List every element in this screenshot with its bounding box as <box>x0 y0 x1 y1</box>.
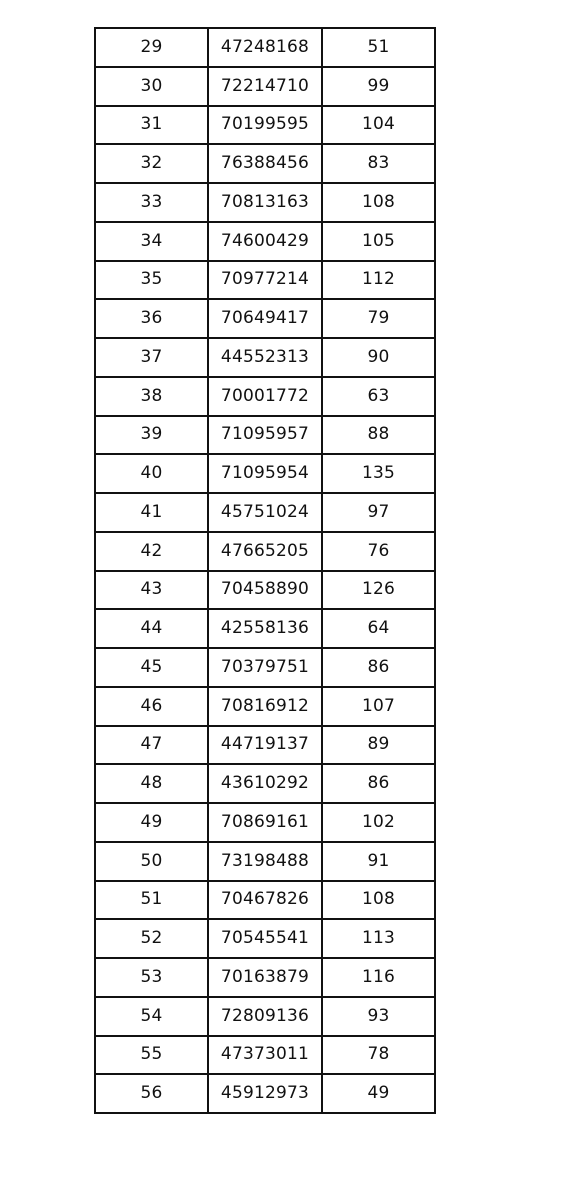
row-number-cell: 48 <box>95 764 208 803</box>
score-cell: 89 <box>322 726 435 765</box>
table-row <box>95 377 435 416</box>
row-number-cell: 33 <box>95 183 208 222</box>
table-row <box>95 958 435 997</box>
table-row <box>95 842 435 881</box>
id-number-cell: 42558136 <box>208 609 322 648</box>
score-cell: 99 <box>322 67 435 106</box>
table-row <box>95 803 435 842</box>
row-number-cell: 31 <box>95 106 208 145</box>
row-number-cell: 38 <box>95 377 208 416</box>
score-cell: 49 <box>322 1074 435 1113</box>
id-number-cell: 45912973 <box>208 1074 322 1113</box>
table-row <box>95 609 435 648</box>
id-number-cell: 70379751 <box>208 648 322 687</box>
row-number-cell: 56 <box>95 1074 208 1113</box>
score-cell: 86 <box>322 648 435 687</box>
id-number-cell: 44719137 <box>208 726 322 765</box>
id-number-cell: 76388456 <box>208 144 322 183</box>
table-row <box>95 532 435 571</box>
score-cell: 51 <box>322 28 435 67</box>
score-cell: 78 <box>322 1036 435 1075</box>
table-row <box>95 222 435 261</box>
row-number-cell: 44 <box>95 609 208 648</box>
score-cell: 88 <box>322 416 435 455</box>
row-number-cell: 36 <box>95 299 208 338</box>
score-cell: 63 <box>322 377 435 416</box>
table-row <box>95 28 435 67</box>
id-number-cell: 71095957 <box>208 416 322 455</box>
id-number-cell: 47373011 <box>208 1036 322 1075</box>
id-number-cell: 70467826 <box>208 881 322 920</box>
table-row <box>95 338 435 377</box>
score-cell: 107 <box>322 687 435 726</box>
score-cell: 126 <box>322 571 435 610</box>
table-row <box>95 1036 435 1075</box>
row-number-cell: 37 <box>95 338 208 377</box>
row-number-cell: 35 <box>95 261 208 300</box>
id-number-cell: 72809136 <box>208 997 322 1036</box>
score-cell: 108 <box>322 881 435 920</box>
row-number-cell: 29 <box>95 28 208 67</box>
data-table-container <box>94 27 436 1114</box>
data-table <box>94 27 436 1114</box>
table-row <box>95 726 435 765</box>
score-cell: 113 <box>322 919 435 958</box>
row-number-cell: 46 <box>95 687 208 726</box>
score-cell: 105 <box>322 222 435 261</box>
score-cell: 91 <box>322 842 435 881</box>
row-number-cell: 39 <box>95 416 208 455</box>
table-row <box>95 919 435 958</box>
row-number-cell: 40 <box>95 454 208 493</box>
score-cell: 104 <box>322 106 435 145</box>
id-number-cell: 70813163 <box>208 183 322 222</box>
score-cell: 97 <box>322 493 435 532</box>
row-number-cell: 47 <box>95 726 208 765</box>
row-number-cell: 30 <box>95 67 208 106</box>
score-cell: 102 <box>322 803 435 842</box>
id-number-cell: 70649417 <box>208 299 322 338</box>
table-row <box>95 881 435 920</box>
score-cell: 108 <box>322 183 435 222</box>
table-row <box>95 997 435 1036</box>
id-number-cell: 44552313 <box>208 338 322 377</box>
id-number-cell: 70001772 <box>208 377 322 416</box>
score-cell: 135 <box>322 454 435 493</box>
id-number-cell: 43610292 <box>208 764 322 803</box>
score-cell: 90 <box>322 338 435 377</box>
row-number-cell: 45 <box>95 648 208 687</box>
id-number-cell: 70977214 <box>208 261 322 300</box>
row-number-cell: 41 <box>95 493 208 532</box>
score-cell: 93 <box>322 997 435 1036</box>
table-row <box>95 299 435 338</box>
row-number-cell: 52 <box>95 919 208 958</box>
row-number-cell: 32 <box>95 144 208 183</box>
table-body <box>95 28 435 1113</box>
row-number-cell: 54 <box>95 997 208 1036</box>
id-number-cell: 70458890 <box>208 571 322 610</box>
table-row <box>95 416 435 455</box>
id-number-cell: 72214710 <box>208 67 322 106</box>
score-cell: 116 <box>322 958 435 997</box>
id-number-cell: 70199595 <box>208 106 322 145</box>
row-number-cell: 34 <box>95 222 208 261</box>
id-number-cell: 74600429 <box>208 222 322 261</box>
table-row <box>95 183 435 222</box>
table-row <box>95 67 435 106</box>
id-number-cell: 70163879 <box>208 958 322 997</box>
table-row <box>95 648 435 687</box>
row-number-cell: 50 <box>95 842 208 881</box>
score-cell: 86 <box>322 764 435 803</box>
row-number-cell: 49 <box>95 803 208 842</box>
score-cell: 79 <box>322 299 435 338</box>
table-row <box>95 454 435 493</box>
id-number-cell: 71095954 <box>208 454 322 493</box>
id-number-cell: 70869161 <box>208 803 322 842</box>
row-number-cell: 53 <box>95 958 208 997</box>
score-cell: 112 <box>322 261 435 300</box>
id-number-cell: 73198488 <box>208 842 322 881</box>
id-number-cell: 45751024 <box>208 493 322 532</box>
score-cell: 83 <box>322 144 435 183</box>
score-cell: 76 <box>322 532 435 571</box>
table-row <box>95 687 435 726</box>
id-number-cell: 47248168 <box>208 28 322 67</box>
score-cell: 64 <box>322 609 435 648</box>
table-row <box>95 493 435 532</box>
row-number-cell: 51 <box>95 881 208 920</box>
table-row <box>95 571 435 610</box>
table-row <box>95 1074 435 1113</box>
id-number-cell: 70816912 <box>208 687 322 726</box>
row-number-cell: 55 <box>95 1036 208 1075</box>
row-number-cell: 43 <box>95 571 208 610</box>
table-row <box>95 106 435 145</box>
table-row <box>95 261 435 300</box>
id-number-cell: 47665205 <box>208 532 322 571</box>
table-row <box>95 764 435 803</box>
row-number-cell: 42 <box>95 532 208 571</box>
id-number-cell: 70545541 <box>208 919 322 958</box>
table-row <box>95 144 435 183</box>
